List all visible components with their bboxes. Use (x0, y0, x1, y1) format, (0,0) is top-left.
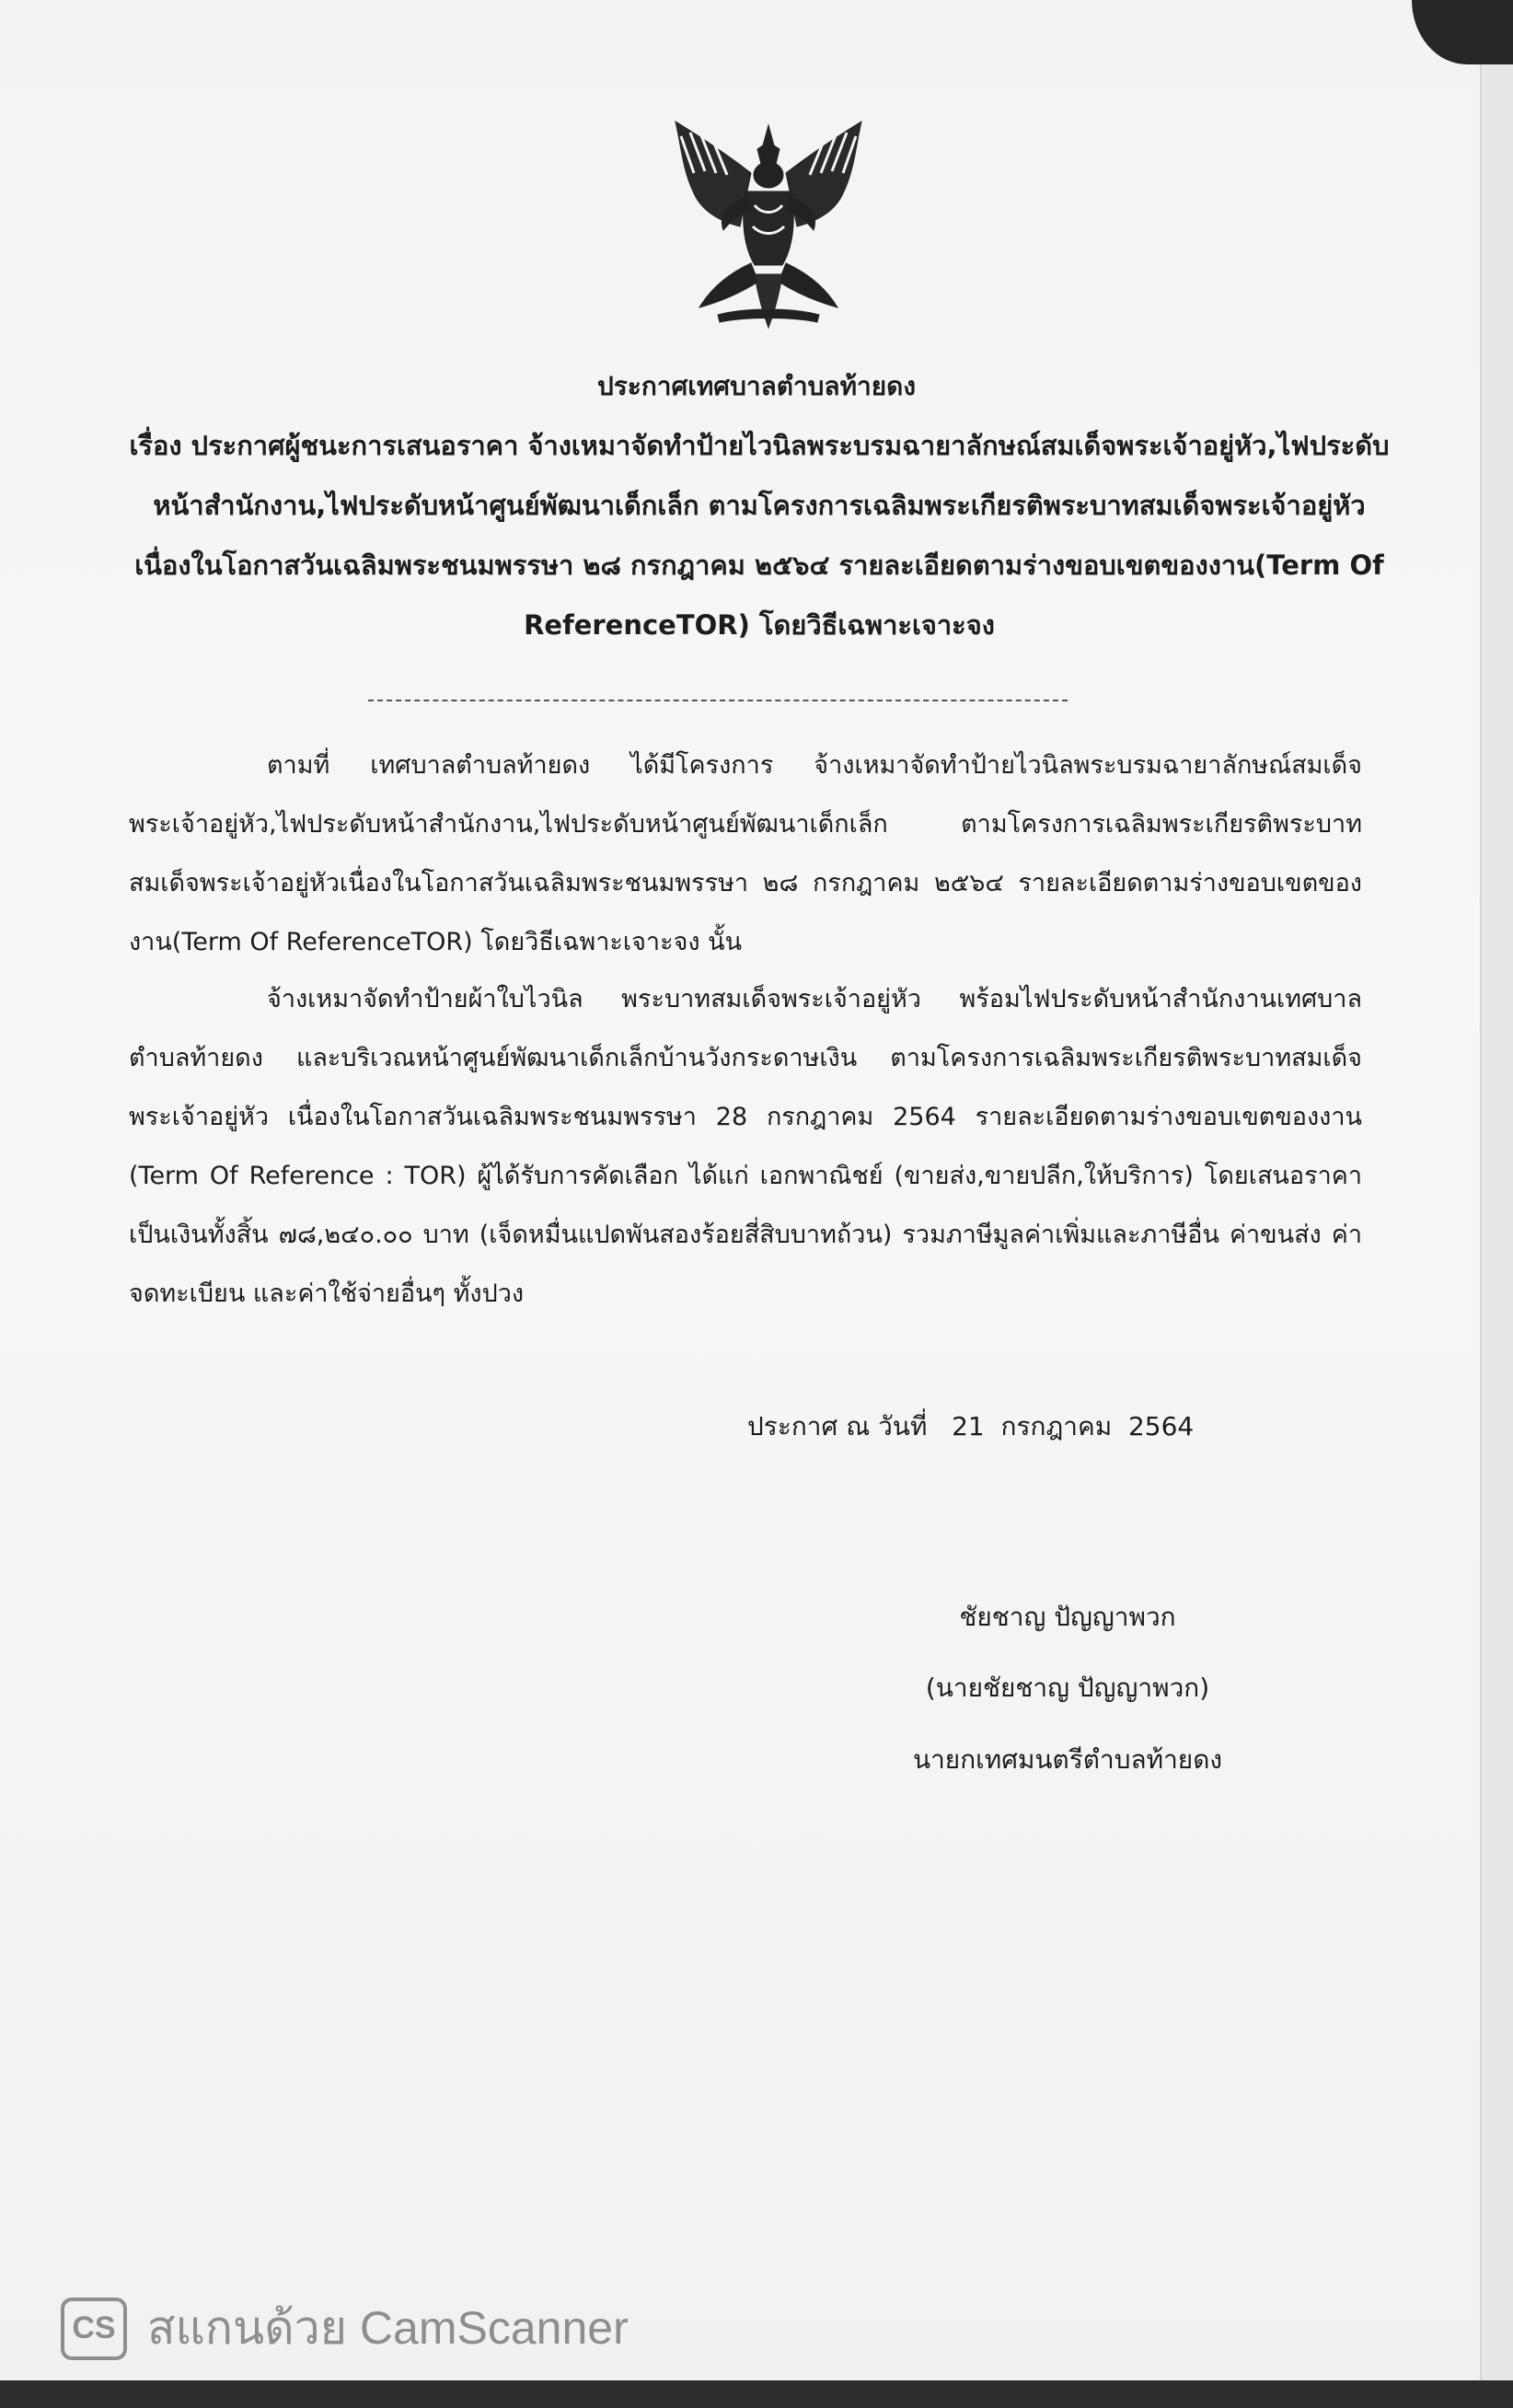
dashed-divider (368, 700, 1068, 701)
camscanner-text: สแกนด้วย CamScanner (147, 2302, 629, 2354)
subject-heading: เรื่อง ประกาศผู้ชนะการเสนอราคา จ้างเหมาจัดทำป้ายไวนิลพระบรมฉายาลักษณ์สมเด็จพระเจ้าอยู่หัว,ไฟประดับหน้าสำนักงาน,ไฟประดับหน้าศูนย์พัฒนาเด็กเล็ก ตามโครงการเฉลิมพระเกียรติพระบาทสมเด็จพระเจ้าอยู่หัวเนื่องในโอกาสวันเฉลิมพระชนมพรรษา ๒๘ กรกฎาคม ๒๕๖๔ รายละเอียดตามร่างขอบเขตของงาน(Term Of ReferenceTOR) โดยวิธีเฉพาะเจาะจง (129, 430, 1390, 641)
scan-background-bottom (0, 2380, 1513, 2408)
signer-position: นายกเทศมนตรีตำบลท้ายดง (912, 1744, 1223, 1775)
camscanner-watermark (61, 2292, 629, 2365)
garuda-emblem-icon (663, 118, 874, 331)
body-paragraph-1: ตามที่ เทศบาลตำบลท้ายดง ได้มีโครงการ จ้างเหมาจัดทำป้ายไวนิลพระบรมฉายาลักษณ์สมเด็จพระเจ้าอยู่หัว,ไฟประดับหน้าสำนักงาน,ไฟประดับหน้าศูนย์พัฒนาเด็กเล็ก ตามโครงการเฉลิมพระเกียรติพระบาทสมเด็จพระเจ้าอยู่หัวเนื่องในโอกาสวันเฉลิมพระชนมพรรษา ๒๘ กรกฎาคม ๒๕๖๔ รายละเอียดตามร่างขอบเขตของงาน(Term Of ReferenceTOR) โดยวิธีเฉพาะเจาะจง นั้น (129, 751, 1362, 956)
printed-name: (นายชัยชาญ ปัญญาพวก) (925, 1673, 1210, 1703)
issuer-title: ประกาศเทศบาลตำบลท้ายดง (596, 371, 917, 401)
body-paragraph-2: จ้างเหมาจัดทำป้ายผ้าใบไวนิล พระบาทสมเด็จพระเจ้าอยู่หัว พร้อมไฟประดับหน้าสำนักงานเทศบาลตำบลท้ายดง และบริเวณหน้าศูนย์พัฒนาเด็กเล็กบ้านวังกระดาษเงิน ตามโครงการเฉลิมพระเกียรติพระบาทสมเด็จพระเจ้าอยู่หัว เนื่องในโอกาสวันเฉลิมพระชนมพรรษา 28 กรกฎาคม 2564 รายละเอียดตามร่างขอบเขตของงาน (Term Of Reference : TOR) ผู้ได้รับการคัดเลือก ได้แก่ เอกพาณิชย์ (ขายส่ง,ขายปลีก,ให้บริการ) โดยเสนอราคาเป็นเงินทั้งสิ้น ๗๘,๒๔๐.๐๐ บาท (เจ็ดหมื่นแปดพันสองร้อยสี่สิบบาทถ้วน) รวมภาษีมูลค่าเพิ่มและภาษีอื่น ค่าขนส่ง ค่าจดทะเบียน และค่าใช้จ่ายอื่นๆ ทั้งปวง (129, 985, 1362, 1308)
camscanner-logo-icon: CS (61, 2298, 127, 2360)
page-edge (1480, 64, 1513, 2408)
signature-name: ชัยชาญ ปัญญาพวก (959, 1602, 1176, 1632)
announcement-date: ประกาศ ณ วันที่ 21 กรกฎาคม 2564 (747, 1411, 1195, 1441)
